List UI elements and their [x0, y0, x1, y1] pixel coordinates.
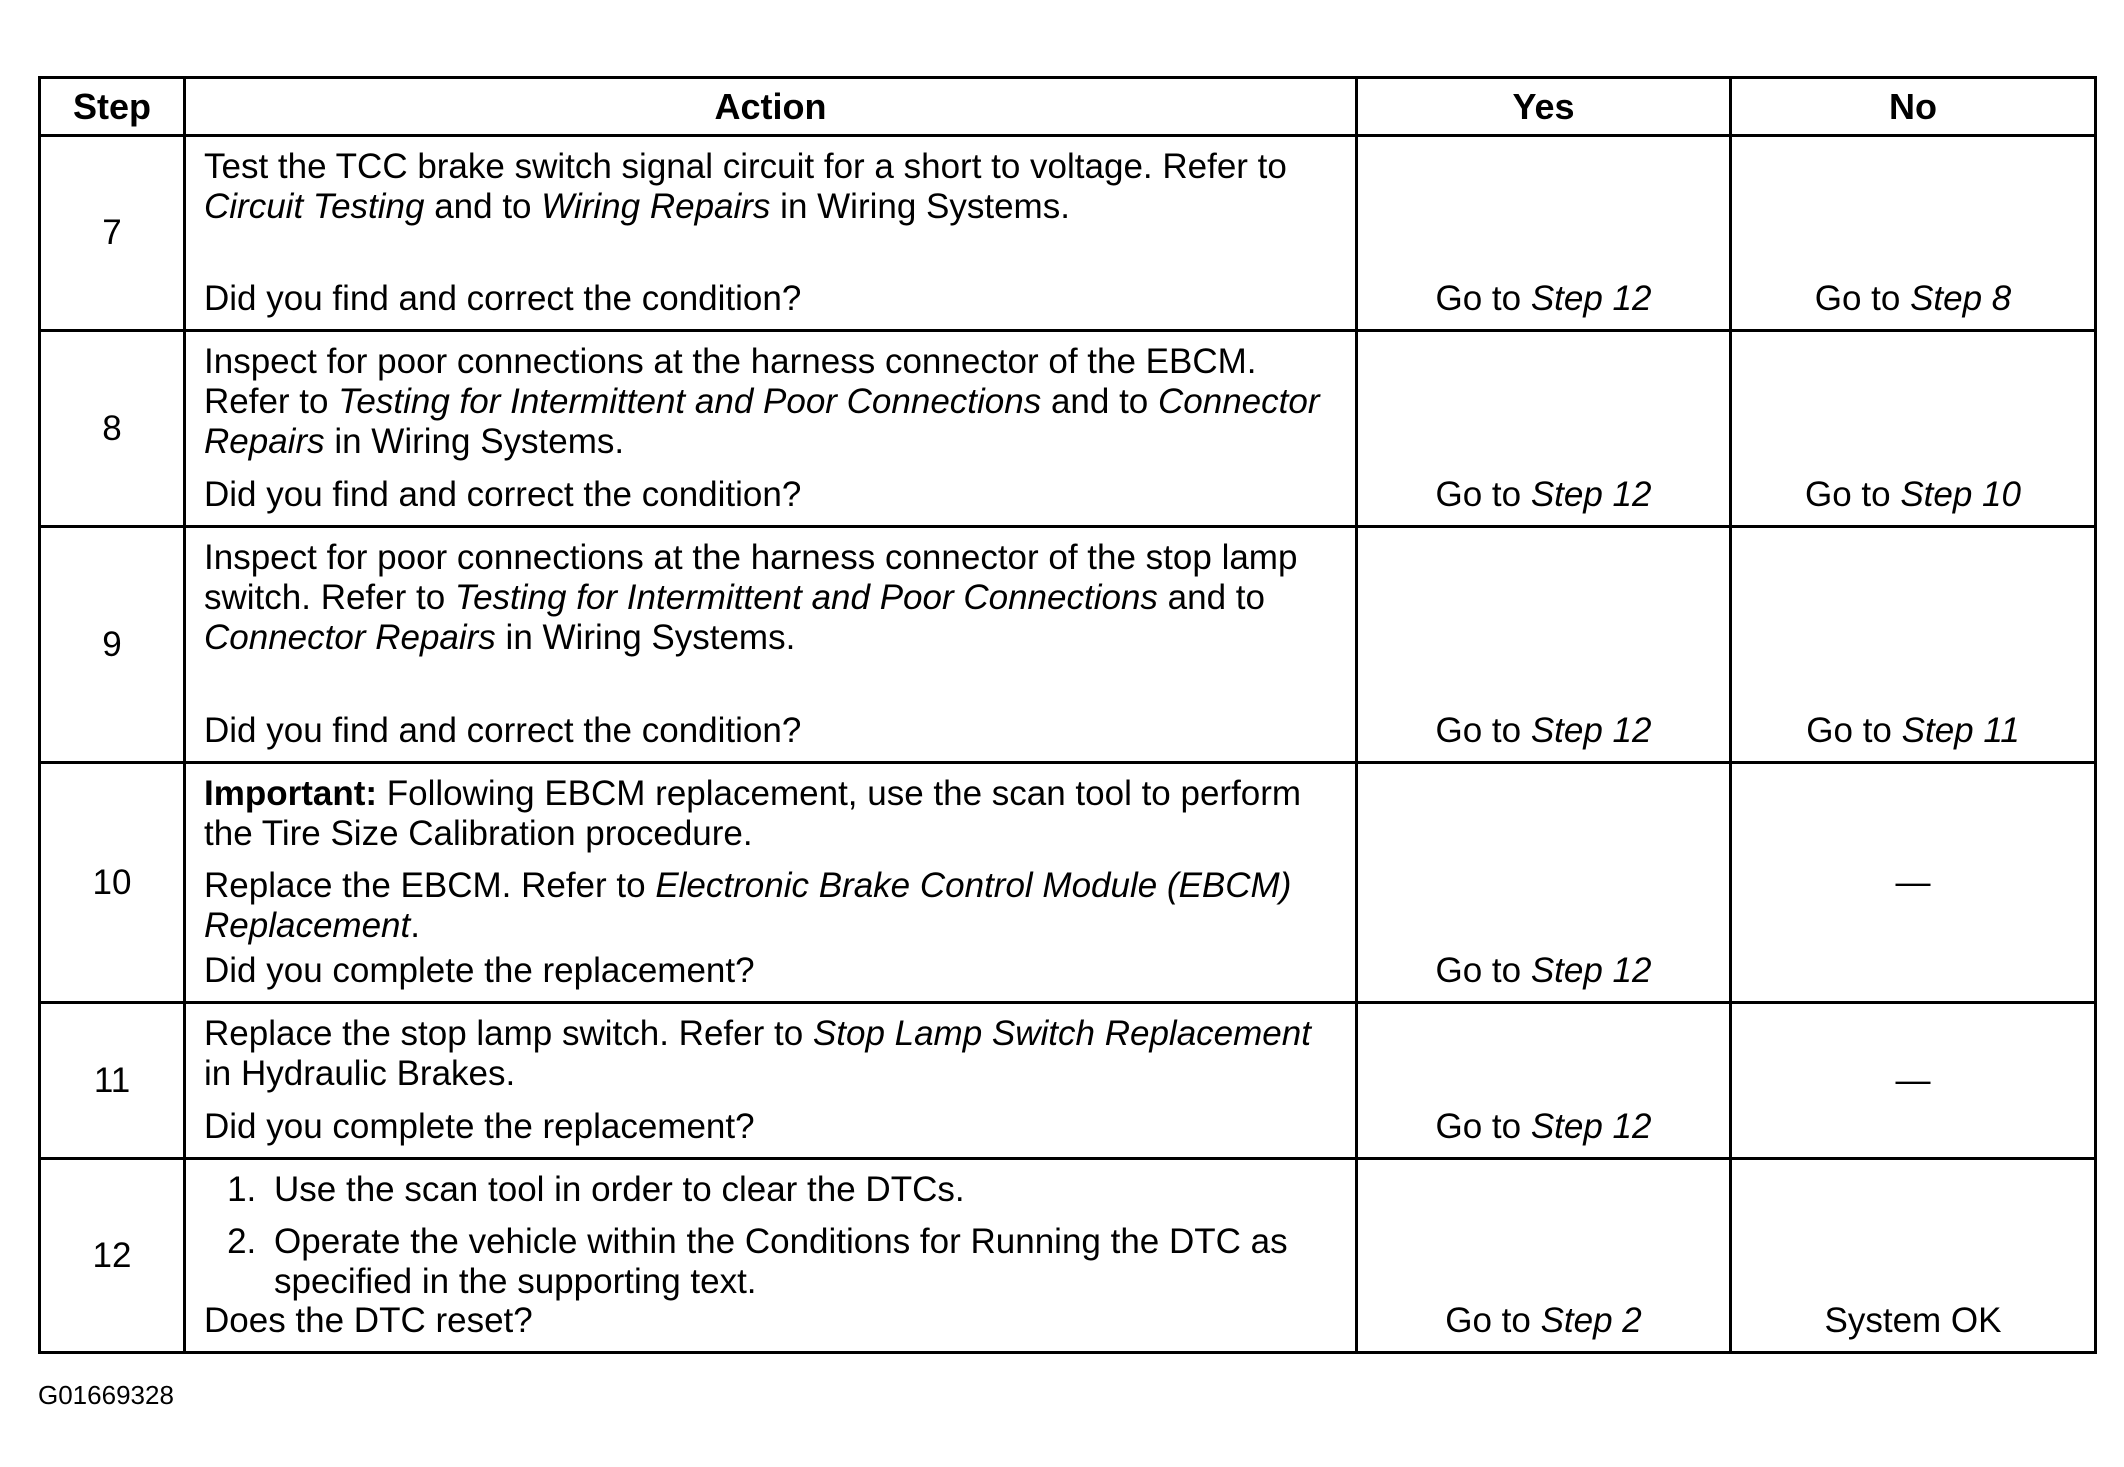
action-text: Replace the EBCM. Refer to Electronic Brake Control Module (EBCM) Replacement. — [204, 866, 1292, 945]
action-cell — [185, 763, 1357, 1003]
step-number: 9 — [40, 527, 185, 763]
yes-step-reference: Step 2 — [1540, 1301, 1642, 1340]
no-cell: — — [1731, 1003, 2096, 1159]
question-text: Did you find and correct the condition? — [204, 711, 802, 750]
question-text: Did you complete the replacement? — [204, 1107, 755, 1146]
no-step-reference: Step 11 — [1901, 711, 2020, 750]
yes-cell: Go to Step 12 — [1357, 527, 1731, 763]
question-text: Does the DTC reset? — [204, 1301, 533, 1340]
yes-step-reference: Step 12 — [1530, 475, 1652, 514]
yes-cell: Go to Step 12 — [1357, 136, 1731, 331]
step-number: 11 — [40, 1003, 185, 1159]
step-number: 8 — [40, 331, 185, 527]
important-note: Important: Following EBCM replacement, use the scan tool to perform the Tire Size Calibration procedure. — [204, 774, 1302, 853]
no-cell: System OK — [1731, 1159, 2096, 1353]
action-cell — [185, 136, 1357, 331]
action-text: Inspect for poor connections at the harness connector of the stop lamp switch. Refer to Testing for Intermittent and Poor Connections and to Connector Repairs in Wiring Systems. — [204, 538, 1298, 657]
action-text: Inspect for poor connections at the harness connector of the EBCM. Refer to Testing for Intermittent and Poor Connections and to Connector Repairs in Wiring Systems. — [204, 342, 1320, 461]
question-text: Did you find and correct the condition? — [204, 475, 802, 514]
no-cell: Go to Step 11 — [1731, 527, 2096, 763]
sub-step: 2. Operate the vehicle within the Conditions for Running the DTC as specified in the supporting text. — [266, 1222, 1339, 1302]
action-cell — [185, 331, 1357, 527]
header-action: Action — [185, 78, 1357, 136]
step-number: 10 — [40, 763, 185, 1003]
table-row — [40, 136, 2096, 331]
action-text: Replace the stop lamp switch. Refer to Stop Lamp Switch Replacement in Hydraulic Brakes. — [204, 1014, 1311, 1093]
yes-cell: Go to Step 12 — [1357, 331, 1731, 527]
yes-cell: Go to Step 2 — [1357, 1159, 1731, 1353]
table-row — [40, 763, 2096, 1003]
action-text: Test the TCC brake switch signal circuit for a short to voltage. Refer to Circuit Testing and to Wiring Repairs in Wiring Systems. — [204, 147, 1287, 226]
yes-step-reference: Step 12 — [1530, 1107, 1652, 1146]
important-label: Important: — [204, 774, 378, 813]
table-row — [40, 1003, 2096, 1159]
table-header-row — [40, 78, 2096, 136]
table-row — [40, 1159, 2096, 1353]
yes-step-reference: Step 12 — [1530, 279, 1652, 318]
no-step-reference: Step 10 — [1900, 475, 2021, 514]
diagnostic-steps-table — [38, 76, 2097, 1354]
question-text: Did you find and correct the condition? — [204, 279, 802, 318]
no-cell: — — [1731, 763, 2096, 1003]
action-cell — [185, 1003, 1357, 1159]
yes-cell: Go to Step 12 — [1357, 763, 1731, 1003]
action-cell — [185, 527, 1357, 763]
question-text: Did you complete the replacement? — [204, 951, 755, 990]
yes-cell: Go to Step 12 — [1357, 1003, 1731, 1159]
sub-step: 1. Use the scan tool in order to clear the DTCs. — [266, 1170, 1339, 1210]
table-row — [40, 527, 2096, 763]
yes-step-reference: Step 12 — [1530, 951, 1652, 990]
no-cell: Go to Step 10 — [1731, 331, 2096, 527]
action-cell — [185, 1159, 1357, 1353]
header-no: No — [1731, 78, 2096, 136]
no-cell: Go to Step 8 — [1731, 136, 2096, 331]
table-row — [40, 331, 2096, 527]
step-number: 12 — [40, 1159, 185, 1353]
header-step: Step — [40, 78, 185, 136]
header-yes: Yes — [1357, 78, 1731, 136]
no-step-reference: Step 8 — [1910, 279, 2012, 318]
step-number: 7 — [40, 136, 185, 331]
yes-step-reference: Step 12 — [1530, 711, 1652, 750]
figure-id: G01669328 — [38, 1380, 174, 1410]
sub-steps-list — [204, 1170, 1339, 1302]
